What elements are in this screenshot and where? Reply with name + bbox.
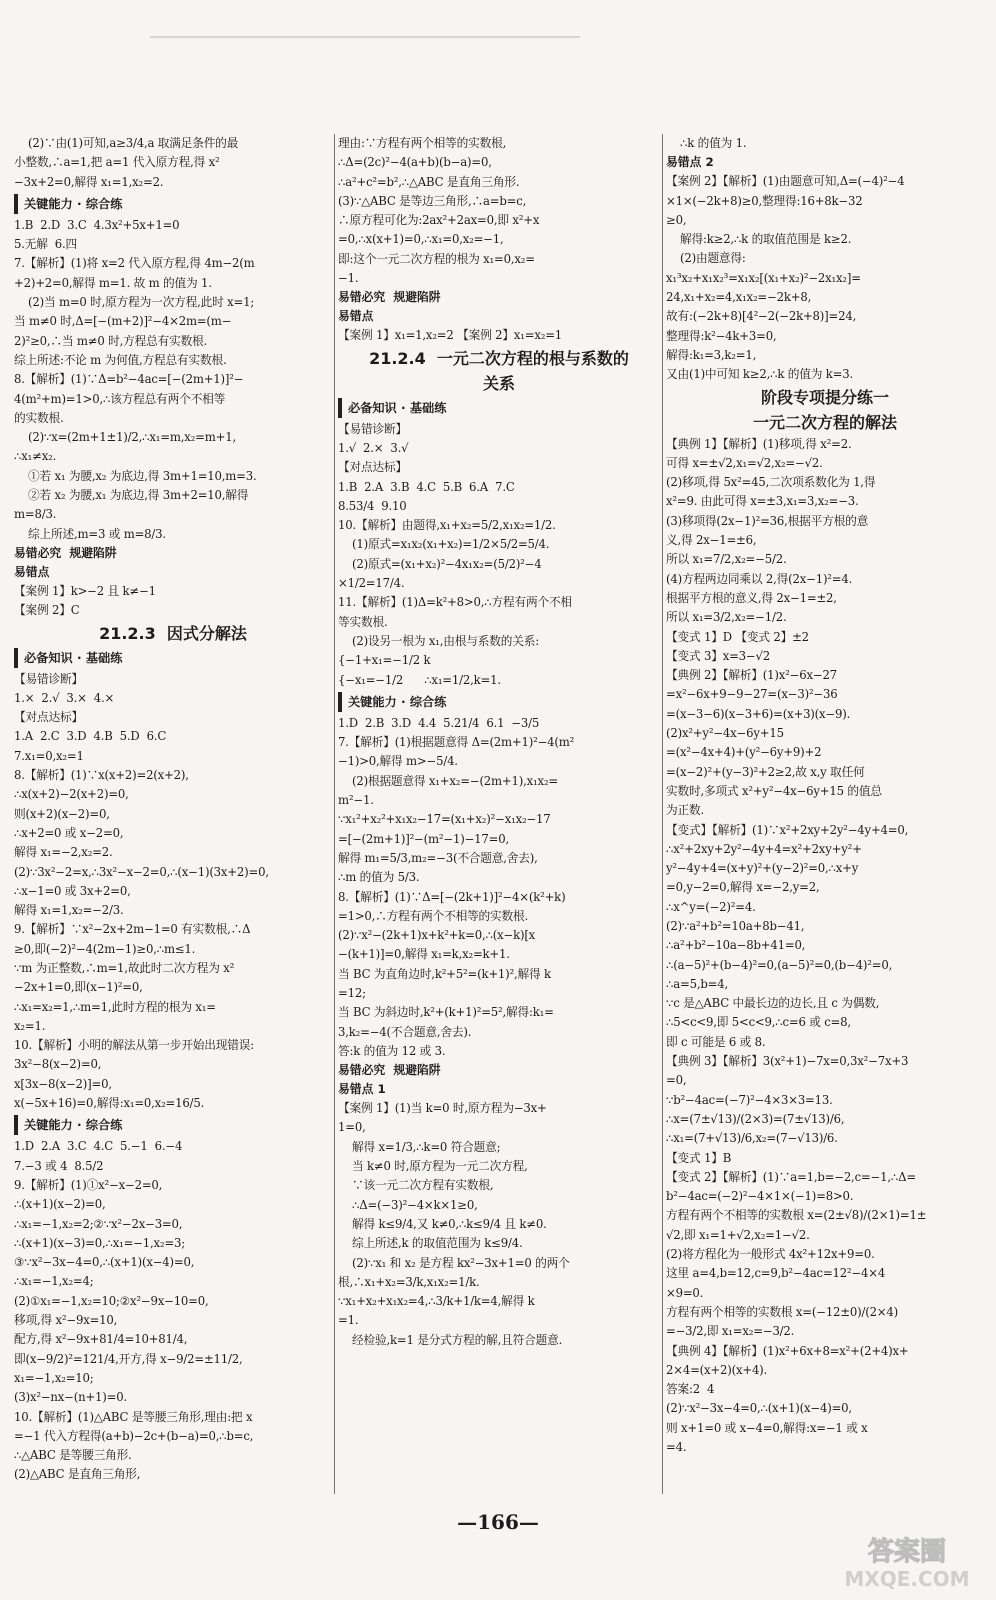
- section-heading: 必备知识 · 基础练: [338, 398, 660, 418]
- text-line: 方程有两个相等的实数根 x=(−12±0)/(2×4): [666, 1304, 898, 1319]
- text-line: 等实数根.: [338, 614, 388, 629]
- text-line: 1.D 2.B 3.D 4.4 5.21/4 6.1 −3/5: [338, 715, 540, 730]
- text-line: 2×4=(x+2)(x+4).: [666, 1362, 768, 1377]
- text-line: =x²−6x+9−9−27=(x−3)²−36: [666, 687, 838, 702]
- text-line: 【案例 2】C: [14, 603, 80, 618]
- text-line: −1)>0,解得 m>−5/4.: [338, 754, 458, 769]
- text-line: 11.【解析】(1)Δ=k²+8>0,∴方程有两个不相: [338, 595, 572, 610]
- text-line: ∴x^y=(−2)²=4.: [666, 899, 756, 914]
- text-line: =0,: [666, 1073, 687, 1088]
- text-line: −2x+1=0,即(x−1)²=0,: [14, 980, 143, 995]
- section-heading: 关键能力 · 综合练: [14, 194, 332, 214]
- text-line: (2)∵x₁ 和 x₂ 是方程 kx²−3x+1=0 的两个: [352, 1255, 570, 1270]
- text-line: 【典例 1】【解析】(1)移项,得 x²=2.: [666, 436, 852, 451]
- text-line: ∴△ABC 是等腰三角形.: [14, 1448, 132, 1463]
- page-number: —166—: [457, 1510, 539, 1534]
- text-line: 即 c 可能是 6 或 8.: [666, 1034, 766, 1049]
- text-line: ∴原方程可化为:2ax²+2ax=0,即 x²+x: [338, 213, 540, 228]
- text-line: 3,k₂=−4(不合题意,舍去).: [338, 1024, 472, 1039]
- text-line: +2)+2=0,解得 m=1. 故 m 的值为 1.: [14, 275, 212, 290]
- text-line: (2)移项,得 5x²=45,二次项系数化为 1,得: [666, 475, 876, 490]
- text-line: (2)设另一根为 x₁,由根与系数的关系:: [352, 633, 539, 648]
- text-line: x₂=1.: [14, 1018, 46, 1033]
- text-line: ∴k 的值为 1.: [680, 136, 747, 150]
- text-line: 则 x+1=0 或 x−4=0,解得:x=−1 或 x: [666, 1420, 868, 1435]
- text-line: 9.【解析】∵x²−2x+2m−1=0 有实数根,∴Δ: [14, 922, 251, 937]
- text-line: 又由(1)中可知 k≥2,∴k 的值为 k=3.: [666, 367, 853, 382]
- text-line: 解得:k≥2,∴k 的取值范围是 k≥2.: [680, 232, 852, 247]
- text-line: ∵x₁+x₂+x₁x₂=4,∴3/k+1/k=4,解得 k: [338, 1294, 535, 1309]
- text-line: (2)∵x=(2m+1±1)/2,∴x₁=m,x₂=m+1,: [28, 430, 236, 445]
- text-line: 【变式 3】x=3−√2: [666, 648, 770, 663]
- watermark-text: 答案圈: [867, 1537, 947, 1567]
- text-line: =−3/2,即 x₁=x₂=−3/2.: [666, 1324, 795, 1339]
- text-line: (3)移项得(2x−1)²=36,根据平方根的意: [666, 513, 869, 528]
- text-line: ∴x=(7±√13)/(2×3)=(7±√13)/6,: [666, 1111, 845, 1126]
- text-line: 解得 x₁=−2,x₂=2.: [14, 845, 113, 860]
- text-line: 移项,得 x²−9x=10,: [14, 1313, 118, 1328]
- text-line: 即(x−9/2)²=121/4,开方,得 x−9/2=±11/2,: [14, 1351, 243, 1366]
- text-line: ∵该一元二次方程有实数根,: [352, 1178, 494, 1193]
- text-line: ∵b²−4ac=(−7)²−4×3×3=13.: [666, 1092, 833, 1107]
- text-line: 1.B 2.D 3.C 4.3x²+5x+1=0: [14, 217, 180, 232]
- text-line: 【对点达标】: [14, 710, 83, 725]
- text-line: (2)∵3x²−2=x,∴3x²−x−2=0,∴(x−1)(3x+2)=0,: [14, 864, 269, 879]
- text-line: 【案例 1】(1)当 k=0 时,原方程为−3x+: [338, 1101, 547, 1116]
- text-line: 当 k≠0 时,原方程为一元二次方程,: [352, 1159, 528, 1174]
- text-line: ∵x₁²+x₂²+x₁x₂−17=(x₁+x₂)²−x₁x₂−17: [338, 812, 551, 827]
- text-line: ∴x₁=−1,x₂=2;②∵x²−2x−3=0,: [14, 1216, 183, 1231]
- text-line: 【变式 1】B: [666, 1150, 732, 1165]
- text-line: 当 m≠0 时,Δ=[−(m+2)]²−4×2m=(m−: [14, 314, 232, 329]
- text-line: 7.x₁=0,x₂=1: [14, 748, 84, 763]
- text-line: 【易错诊断】: [14, 671, 83, 686]
- text-line: 答:k 的值为 12 或 3.: [338, 1043, 446, 1058]
- text-line: 解得 x=1/3,∴k=0 符合题意;: [352, 1139, 501, 1154]
- text-line: x[3x−8(x−2)]=0,: [14, 1076, 112, 1091]
- text-line: ∴Δ=(2c)²−4(a+b)(b−a)=0,: [338, 155, 492, 170]
- text-line: ∴x₁=(7+√13)/6,x₂=(7−√13)/6.: [666, 1131, 838, 1146]
- text-line: 综上所述,k 的取值范围为 k≤9/4.: [352, 1236, 523, 1251]
- text-line: 8.53/4 9.10: [338, 498, 407, 513]
- text-line: 解得 x₁=1,x₂=−2/3.: [14, 903, 124, 918]
- text-line: 实数时,多项式 x²+y²−4x−6y+15 的值总: [666, 783, 882, 798]
- text-line: ③∵x²−3x−4=0,∴(x+1)(x−4)=0,: [14, 1255, 195, 1270]
- text-line: 的实数根.: [14, 410, 64, 425]
- text-line: 1.D 2.A 3.C 4.C 5.−1 6.−4: [14, 1139, 183, 1154]
- text-line: 理由:∵方程有两个相等的实数根,: [338, 136, 507, 150]
- text-line: 解得:k₁=3,k₂=1,: [666, 347, 757, 362]
- text-line: (2)△ABC 是直角三角形,: [14, 1467, 141, 1482]
- text-line: ∴x₁≠x₂.: [14, 449, 57, 464]
- text-line: ∴5<c<9,即 5<c<9,∴c=6 或 c=8,: [666, 1015, 851, 1030]
- text-line: 1.× 2.√ 3.× 4.×: [14, 690, 115, 705]
- text-line: ∴x²+2xy+2y²−4y+4=x²+2xy+y²+: [666, 841, 862, 856]
- text-line: 解得 k≤9/4,又 k≠0,∴k≤9/4 且 k≠0.: [352, 1216, 547, 1231]
- watermark-logo: [832, 1530, 982, 1594]
- section-heading: 关键能力 · 综合练: [338, 692, 660, 712]
- text-line: ②若 x₂ 为腰,x₁ 为底边,得 3m+2=10,解得: [28, 488, 249, 503]
- text-line: 2)²≥0,∴当 m≠0 时,方程总有实数根.: [14, 333, 208, 348]
- text-line: x²=9. 由此可得 x=±3,x₁=3,x₂=−3.: [666, 494, 859, 509]
- text-line: 可得 x=±√2,x₁=√2,x₂=−√2.: [666, 455, 823, 470]
- text-line: −1.: [338, 271, 359, 286]
- text-line: 1.√ 2.× 3.√: [338, 440, 409, 455]
- text-line: 【案例 2】【解析】(1)由题意可知,Δ=(−4)²−4: [666, 174, 905, 189]
- text-line: 10.【解析】由题得,x₁+x₂=5/2,x₁x₂=1/2.: [338, 518, 556, 533]
- text-line: =(x−2)²+(y−3)²+2≥2,故 x,y 取任何: [666, 764, 865, 779]
- text-line: 所以 x₁=3/2,x₂=−1/2.: [666, 610, 787, 625]
- text-line: x₁=−1,x₂=10;: [14, 1370, 94, 1385]
- text-line: (2)∵x²−(2k+1)x+k²+k=0,∴(x−k)[x: [338, 928, 536, 943]
- text-line: 7.【解析】(1)将 x=2 代入原方程,得 4m−2(m: [14, 256, 255, 271]
- text-line: 4(m²+m)=1>0,∴该方程总有两个不相等: [14, 391, 226, 406]
- text-line: 配方,得 x²−9x+81/4=10+81/4,: [14, 1332, 188, 1347]
- text-line: 则(x+2)(x−2)=0,: [14, 806, 110, 821]
- section-heading: 关键能力 · 综合练: [14, 1115, 332, 1135]
- text-line: ∵m 为正整数,∴m=1,故此时二次方程为 x²: [14, 960, 235, 975]
- text-line: 综上所述,m=3 或 m=8/3.: [28, 526, 166, 541]
- text-line: 根据平方根的意义,得 2x−1=±2,: [666, 590, 837, 605]
- text-line: 【案例 1】k>−2 且 k≠−1: [14, 583, 156, 598]
- column-divider: [334, 134, 335, 1494]
- text-line: 8.【解析】(1)∵x(x+2)=2(x+2),: [14, 768, 189, 783]
- text-line: 【变式】【解析】(1)∵x²+2xy+2y²−4y+4=0,: [666, 822, 909, 837]
- text-line: ∴Δ=(−3)²−4×k×1≥0,: [352, 1197, 478, 1212]
- text-line: √2,即 x₁=1+√2,x₂=1−√2.: [666, 1227, 810, 1242]
- text-line: 所以 x₁=7/2,x₂=−5/2.: [666, 552, 787, 567]
- text-line: (2)∵a²+b²=10a+8b−41,: [666, 918, 805, 933]
- section-heading: 必备知识 · 基础练: [14, 648, 332, 668]
- text-line: {−1+x₁=−1/2 k: [338, 653, 431, 668]
- text-line: 整理得:k²−4k+3=0,: [666, 328, 777, 343]
- text-line: =−1 代入方程得(a+b)−2c+(b−a)=0,∴b=c,: [14, 1428, 254, 1443]
- text-line: 【典例 3】【解析】3(x²+1)−7x=0,3x²−7x+3: [666, 1054, 909, 1069]
- text-line: (3)x²−nx−(n+1)=0.: [14, 1390, 127, 1405]
- text-line: {−x₁=−1/2 ∴x₁=1/2,k=1.: [338, 672, 501, 687]
- text-line: ×9=0.: [666, 1285, 704, 1300]
- text-line: 7.【解析】(1)根据题意得 Δ=(2m+1)²−4(m²: [338, 735, 575, 750]
- text-line: m²−1.: [338, 793, 374, 808]
- text-line: ∴x+2=0 或 x−2=0,: [14, 825, 124, 840]
- text-line: 【案例 1】x₁=1,x₂=2 【案例 2】x₁=x₂=1: [338, 328, 563, 343]
- text-line: (2)由题意得:: [680, 251, 746, 266]
- text-line: =(x−3−6)(x−3+6)=(x+3)(x−9).: [666, 706, 851, 721]
- text-line: =[−(2m+1)]²−(m²−1)−17=0,: [338, 831, 509, 846]
- text-line: 故有:(−2k+8)[4²−2(−2k+8)]=24,: [666, 309, 857, 324]
- text-line: ∵c 是△ABC 中最长边的边长,且 c 为偶数,: [666, 996, 880, 1011]
- text-line: −(k+1)]=0,解得 x₁=k,x₂=k+1.: [338, 947, 510, 962]
- text-line: b²−4ac=(−2)²−4×1×(−1)=8>0.: [666, 1189, 854, 1204]
- text-line: 5.无解 6.四: [14, 237, 77, 252]
- subsection-label: 易错必究 规避陷阱: [338, 290, 441, 305]
- text-line: ≥0,即(−2)²−4(2m−1)≥0,∴m≤1.: [14, 941, 196, 956]
- text-line: 3x²−8(x−2)=0,: [14, 1057, 102, 1072]
- text-line: 答案:2 4: [666, 1382, 715, 1397]
- text-line: =1>0,∴方程有两个不相等的实数根.: [338, 908, 529, 923]
- subsection-label: 易错必究 规避陷阱: [338, 1063, 441, 1078]
- text-line: 【典例 2】【解析】(1)x²−6x−27: [666, 668, 837, 683]
- text-line: (2)原式=(x₁+x₂)²−4x₁x₂=(5/2)²−4: [352, 556, 542, 571]
- text-line: =0,∴x(x+1)=0,∴x₁=0,x₂=−1,: [338, 232, 504, 247]
- column-divider: [662, 134, 663, 1494]
- top-rule: [150, 36, 580, 38]
- text-line: 【变式 1】D 【变式 2】±2: [666, 629, 809, 644]
- watermark-url: MXQE.COM: [844, 1567, 970, 1591]
- text-line: (2)当 m=0 时,原方程为一次方程,此时 x=1;: [28, 295, 255, 310]
- text-line: 【对点达标】: [338, 460, 407, 475]
- text-line: ×1/2=17/4.: [338, 576, 405, 591]
- section-title: 一元二次方程的解法: [752, 412, 897, 432]
- text-line: (2)∵由(1)可知,a≥3/4,a 取满足条件的最: [28, 136, 239, 150]
- text-line: ×1×(−2k+8)≥0,整理得:16+8k−32: [666, 193, 863, 208]
- text-line: (2)∵x²−3x−4=0,∴(x+1)(x−4)=0,: [666, 1401, 852, 1416]
- text-line: 当 BC 为斜边时,k²+(k+1)²=5²,解得:k₁=: [338, 1005, 554, 1020]
- column-left: [14, 134, 332, 1500]
- subsection-label: 易错点 1: [338, 1082, 386, 1097]
- text-line: 解得 m₁=5/3,m₂=−3(不合题意,舍去),: [338, 850, 538, 865]
- text-line: 为正数.: [666, 803, 704, 818]
- text-line: 【典例 4】【解析】(1)x²+6x+8=x²+(2+4)x+: [666, 1343, 909, 1358]
- text-line: ∴x(x+2)−2(x+2)=0,: [14, 787, 129, 802]
- text-line: 1.A 2.C 3.D 4.B 5.D 6.C: [14, 729, 167, 744]
- text-line: 10.【解析】小明的解法从第一步开始出现错误:: [14, 1038, 254, 1053]
- text-line: 即:这个一元二次方程的根为 x₁=0,x₂=: [338, 251, 535, 266]
- text-line: (4)方程两边同乘以 2,得(2x−1)²=4.: [666, 571, 853, 586]
- section-title: 21.2.3 因式分解法: [99, 623, 247, 643]
- text-line: (2)将方程化为一般形式 4x²+12x+9=0.: [666, 1247, 875, 1262]
- text-line: (2)根据题意得 x₁+x₂=−(2m+1),x₁x₂=: [352, 773, 558, 788]
- text-line: 义,得 2x−1=±6,: [666, 533, 757, 548]
- text-line: 8.【解析】(1)∵Δ=[−(2k+1)]²−4×(k²+k): [338, 889, 566, 904]
- text-line: m=8/3.: [14, 507, 57, 522]
- subsection-label: 易错点: [338, 309, 374, 324]
- section-title: 阶段专项提分练一: [760, 387, 889, 407]
- text-line: x₁³x₂+x₁x₂³=x₁x₂[(x₁+x₂)²−2x₁x₂]=: [666, 270, 861, 285]
- text-line: ∴a²+c²=b²,∴△ABC 是直角三角形.: [338, 174, 520, 189]
- text-line: 8.【解析】(1)∵Δ=b²−4ac=[−(2m+1)]²−: [14, 372, 244, 387]
- text-line: ∴(a−5)²+(b−4)²=0,(a−5)²=0,(b−4)²=0,: [666, 957, 893, 972]
- text-line: 7.−3 或 4 8.5/2: [14, 1158, 104, 1173]
- text-line: (2)①x₁=−1,x₂=10;②x²−9x−10=0,: [14, 1293, 209, 1308]
- text-line: ∴(x+1)(x−3)=0,∴x₁=−1,x₂=3;: [14, 1235, 185, 1250]
- text-line: ∴a²+b²−10a−8b+41=0,: [666, 938, 806, 953]
- text-line: =12;: [338, 985, 366, 1000]
- text-line: 10.【解析】(1)△ABC 是等腰三角形,理由:把 x: [14, 1409, 253, 1424]
- text-line: 经检验,k=1 是分式方程的解,且符合题意.: [352, 1332, 563, 1347]
- text-line: (3)∵△ABC 是等边三角形,∴a=b=c,: [338, 193, 527, 208]
- text-line: 【易错诊断】: [338, 421, 407, 436]
- text-line: =4.: [666, 1440, 687, 1454]
- text-line: ∴x₁=−1,x₂=4;: [14, 1274, 94, 1289]
- text-line: 当 BC 为直角边时,k²+5²=(k+1)²,解得 k: [338, 966, 551, 981]
- subsection-label: 易错点 2: [666, 155, 714, 170]
- text-line: =1.: [338, 1313, 359, 1328]
- text-line: ≥0,: [666, 212, 687, 227]
- text-line: ∴m 的值为 5/3.: [338, 870, 420, 885]
- section-title: 21.2.4 一元二次方程的根与系数的: [369, 348, 629, 368]
- subsection-label: 易错点: [14, 564, 50, 579]
- text-line: ∴x₁=x₂=1,∴m=1,此时方程的根为 x₁=: [14, 999, 216, 1014]
- text-line: =(x²−4x+4)+(y²−6y+9)+2: [666, 745, 822, 760]
- text-line: ∴a=5,b=4,: [666, 976, 728, 991]
- text-line: 小整数,∴a=1,把 a=1 代入原方程,得 x²: [14, 155, 220, 170]
- text-line: ①若 x₁ 为腰,x₂ 为底边,得 3m+1=10,m=3.: [28, 468, 257, 483]
- text-line: 1.B 2.A 3.B 4.C 5.B 6.A 7.C: [338, 479, 515, 494]
- text-line: 【变式 2】【解析】(1)∵a=1,b=−2,c=−1,∴Δ=: [666, 1169, 916, 1184]
- text-line: ∴(x+1)(x−2)=0,: [14, 1197, 106, 1212]
- column-middle: [338, 134, 660, 1500]
- text-line: y²−4y+4=(x+y)²+(y−2)²=0,∴x+y: [666, 861, 859, 876]
- text-line: 综上所述:不论 m 为何值,方程总有实数根.: [14, 352, 227, 367]
- column-right: [666, 134, 984, 1500]
- section-title: 关系: [482, 373, 515, 393]
- text-line: 根,∴x₁+x₂=3/k,x₁x₂=1/k.: [338, 1274, 480, 1289]
- text-line: 1=0,: [338, 1120, 366, 1135]
- text-line: ∴x−1=0 或 3x+2=0,: [14, 883, 131, 898]
- text-line: (1)原式=x₁x₂(x₁+x₂)=1/2×5/2=5/4.: [352, 537, 550, 552]
- text-line: −3x+2=0,解得 x₁=1,x₂=2.: [14, 174, 164, 189]
- text-line: 24,x₁+x₂=4,x₁x₂=−2k+8,: [666, 290, 812, 305]
- text-line: (2)x²+y²−4x−6y+15: [666, 726, 784, 741]
- text-line: x(−5x+16)=0,解得:x₁=0,x₂=16/5.: [14, 1096, 205, 1111]
- text-line: =0,y−2=0,解得 x=−2,y=2,: [666, 880, 820, 895]
- text-line: 方程有两个不相等的实数根 x=(2±√8)/(2×1)=1±: [666, 1208, 927, 1223]
- text-line: 这里 a=4,b=12,c=9,b²−4ac=12²−4×4: [666, 1266, 886, 1281]
- text-line: 9.【解析】(1)①x²−x−2=0,: [14, 1177, 163, 1192]
- subsection-label: 易错必究 规避陷阱: [14, 545, 117, 560]
